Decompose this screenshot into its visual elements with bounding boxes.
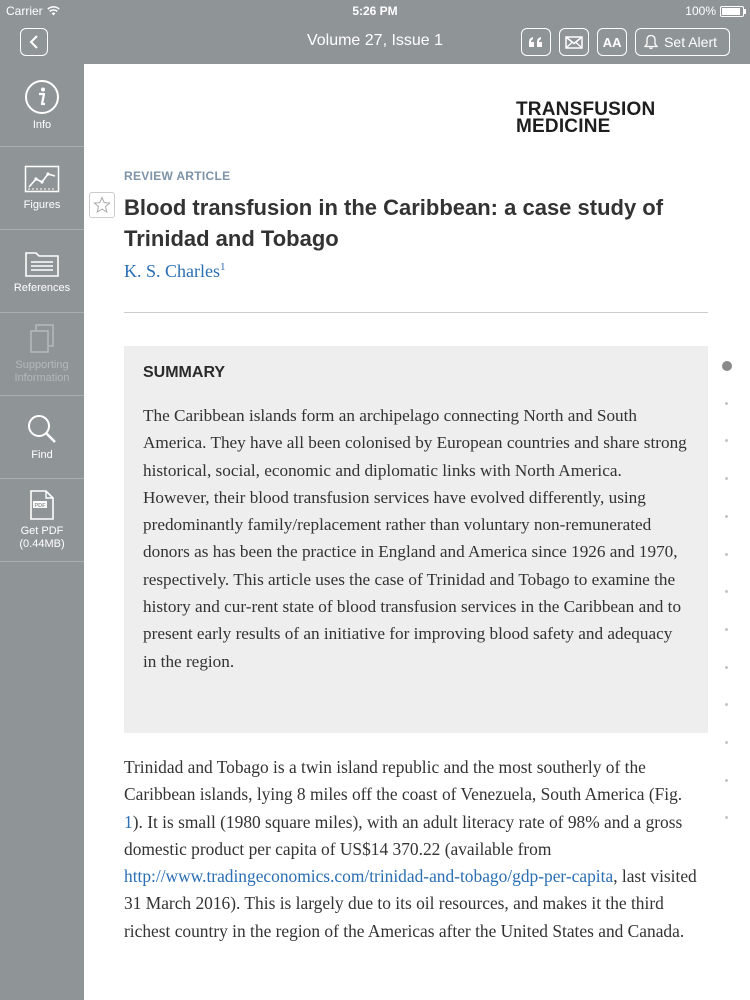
favorite-button[interactable] (89, 192, 115, 218)
navigation-bar (0, 22, 750, 64)
font-size-icon: AA (602, 34, 622, 50)
carrier-label: Carrier (6, 4, 43, 18)
summary-text: The Caribbean islands form an archipelago connecting North and South America. They have all been colonised by European countries and share strong historical, social, economic and diplomatic links with North America. However, their blood transfusion services have evolved differently, using predominantly family/replacement rather than voluntary non-remunerated donors as has been the practice in England and America since 1926 and 1970, respectively. This article uses the case of Trinidad and Tobago to examine the history and cur-rent state of blood transfusion services in the Caribbean and to present early results of an initiative for improving blood safety and adequacy in the region. (143, 406, 687, 671)
body-text-segment: ). It is small (1980 square miles), with an adult literacy rate of 98% and a gross domestic product per capita of US$14 370.22 (available from (124, 811, 683, 859)
sidebar-item-references[interactable] (0, 230, 84, 313)
sidebar-item-find[interactable] (0, 396, 84, 479)
body-text-segment: Trinidad and Tobago is a twin island republic and the most southerly of the Caribbean islands, lying 8 miles off the coast of Venezuela, South America (Fig. (124, 757, 683, 805)
external-url-link[interactable]: http://www.tradingeconomics.com/trinidad-and-tobago/gdp-per-capita (124, 866, 614, 887)
article-title: Blood transfusion in the Caribbean: a case study of Trinidad and Tobago (124, 195, 664, 251)
star-icon (93, 196, 111, 214)
svg-text:PDF: PDF (34, 502, 46, 509)
envelope-icon (565, 36, 583, 49)
sidebar-item-label: Get PDF (0.44MB) (19, 525, 65, 550)
figure-link[interactable]: 1 (124, 811, 133, 832)
sidebar-item-get-pdf[interactable] (0, 479, 84, 562)
cite-button[interactable] (521, 28, 551, 56)
battery-indicator (685, 4, 744, 18)
page-dot[interactable] (725, 779, 728, 782)
set-alert-button[interactable] (635, 28, 730, 56)
status-bar (0, 0, 750, 22)
chart-icon (24, 165, 60, 195)
page-dot[interactable] (725, 477, 728, 480)
journal-logo (516, 101, 655, 135)
article-type: REVIEW ARTICLE (124, 169, 231, 183)
folder-list-icon (24, 248, 60, 278)
journal-logo-line: TRANSFUSION (516, 99, 656, 120)
sidebar-item-figures[interactable] (0, 147, 84, 230)
page-dot-active[interactable] (722, 361, 732, 371)
pdf-icon (29, 489, 55, 521)
info-icon (24, 79, 60, 115)
issue-title: Volume 27, Issue 1 (306, 32, 444, 49)
journal-logo-line: MEDICINE (516, 116, 611, 137)
sidebar-item-info[interactable] (0, 64, 84, 147)
divider (124, 312, 708, 313)
sidebar-item-label: Info (32, 118, 52, 131)
search-icon (26, 413, 58, 445)
author-name: K. S. Charles (124, 261, 220, 281)
battery-icon (720, 6, 744, 17)
page-dot[interactable] (725, 741, 728, 744)
page-dot[interactable] (725, 402, 728, 405)
sidebar-item-label: References (13, 281, 71, 294)
page-dot[interactable] (725, 553, 728, 556)
page-dot[interactable] (725, 666, 728, 669)
page-dot[interactable] (725, 816, 728, 819)
page-dot[interactable] (725, 628, 728, 631)
font-size-button[interactable] (597, 28, 627, 56)
page-dot[interactable] (725, 515, 728, 518)
bell-icon (644, 34, 658, 50)
sidebar-item-label: Figures (23, 198, 61, 211)
body-paragraph (124, 754, 700, 945)
author-link[interactable] (124, 261, 226, 282)
page-dot[interactable] (725, 590, 728, 593)
summary-section (124, 346, 708, 733)
page-dot[interactable] (725, 703, 728, 706)
documents-icon (27, 323, 57, 355)
sidebar-item-label: Supporting Information (14, 359, 70, 384)
battery-percent: 100% (685, 4, 716, 18)
set-alert-label: Set Alert (664, 34, 717, 50)
body-text-segment: , last visited 31 March 2016). This is largely due to its oil resources, and makes it the third richest country in the region of the Americas after the United States and Canada. (124, 866, 697, 941)
sidebar-item-label: Find (31, 448, 53, 461)
sidebar (0, 64, 84, 1000)
article-content[interactable] (84, 64, 750, 1000)
author-affiliation: 1 (220, 261, 226, 273)
email-button[interactable] (559, 28, 589, 56)
page-dot[interactable] (725, 439, 728, 442)
clock: 5:26 PM (352, 4, 398, 18)
summary-heading: SUMMARY (143, 364, 226, 381)
sidebar-item-supporting-information (0, 313, 84, 396)
nav-toolbar (521, 28, 730, 56)
quote-icon (528, 36, 544, 48)
